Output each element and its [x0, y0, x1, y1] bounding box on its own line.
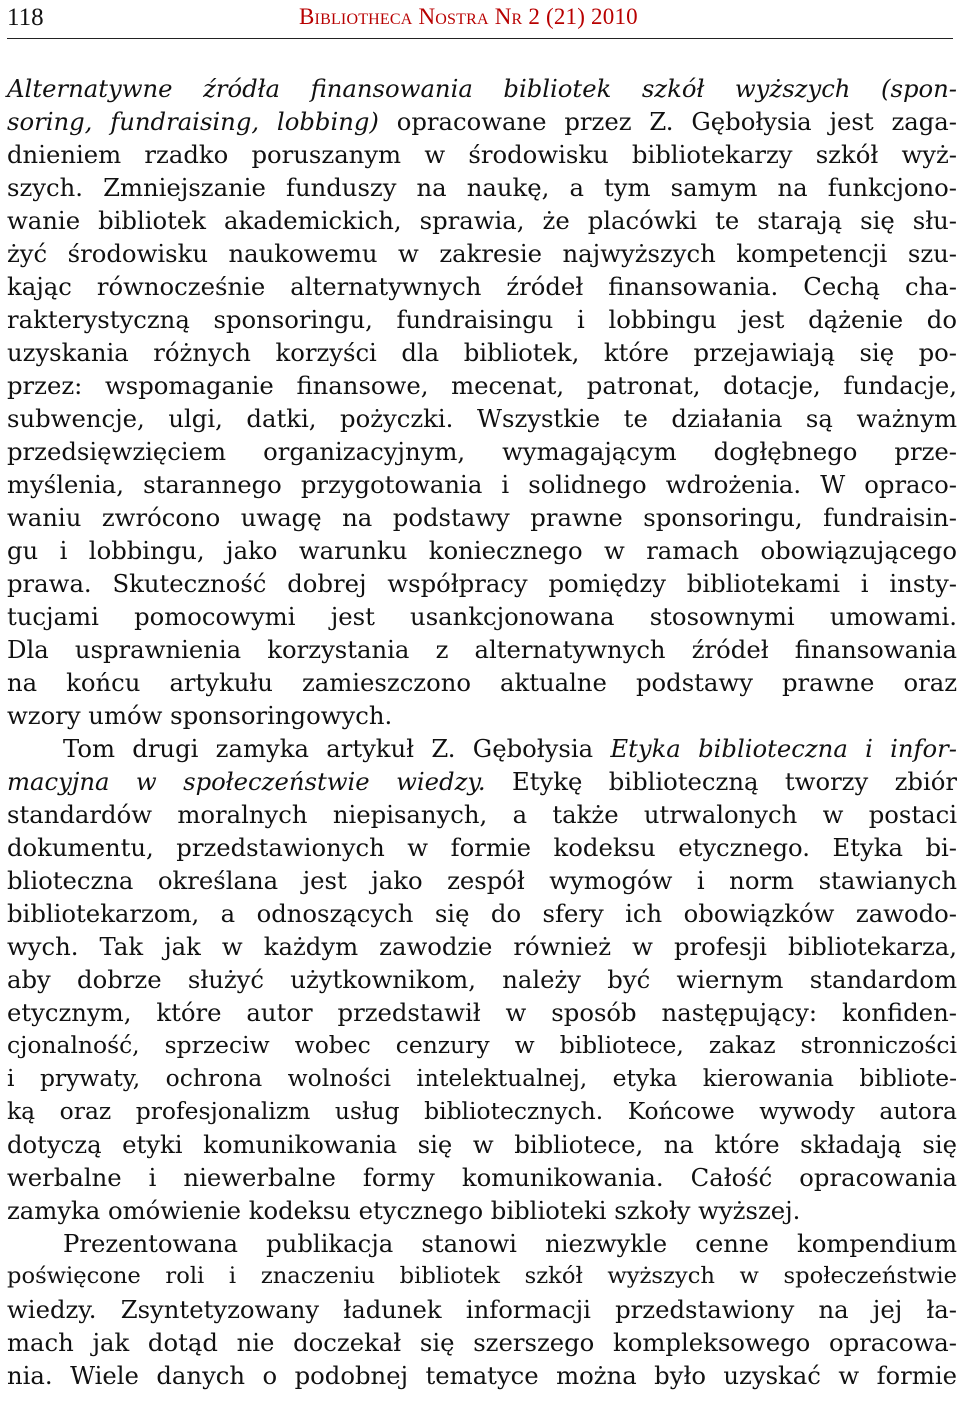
text-line: wanie bibliotek akademickich, sprawia, że placówki te starają się słu-: [7, 206, 957, 235]
text-line: standardów moralnych niepisanych, a także utrwalonych w postaci: [7, 800, 957, 829]
text-line: ką oraz profesjonalizm usług bibliotecznych. Końcowe wywody autora: [7, 1097, 957, 1125]
text-line: poświęcone roli i znaczeniu bibliotek szkół wyższych w społeczeństwie: [7, 1263, 957, 1289]
text-line: [7, 105, 957, 138]
text-line: Dla usprawnienia korzystania z alternatywnych źródeł finansowania: [7, 635, 957, 664]
text-line: waniu zwrócono uwagę na podstawy prawne sponsoringu, fundraisin-: [7, 503, 957, 532]
text-line: przedsięwzięciem organizacyjnym, wymagającym dogłębnego prze-: [7, 437, 957, 466]
text-line: dokumentu, przedstawionych w formie kodeksu etycznego. Etyka bi-: [7, 833, 957, 862]
text-line: i prywaty, ochrona wolności intelektualnej, etyka kierowania bibliote-: [7, 1064, 957, 1092]
text-line: wiedzy. Zsyntetyzowany ładunek informacji przedstawiony na jej ła-: [7, 1295, 957, 1324]
text-line: dnieniem rzadko poruszanym w środowisku bibliotekarzy szkół wyż-: [7, 140, 957, 169]
text-line: Prezentowana publikacja stanowi niezwykle cenne kompendium: [63, 1229, 957, 1258]
text-line: prawa. Skuteczność dobrej współpracy pomiędzy bibliotekami i insty-: [7, 569, 957, 598]
text-line: kając równocześnie alternatywnych źródeł finansowania. Cechą cha-: [7, 272, 957, 301]
italic-article-title-continued: macyjna w społeczeństwie wiedzy.: [7, 767, 486, 796]
text-line: aby dobrze służyć użytkownikom, należy być wiernym standardom: [7, 965, 957, 994]
italic-book-title-continued: soring, fundraising, lobbing): [7, 107, 379, 136]
text-line: bibliotekarzom, a odnoszących się do sfery ich obowiązków zawodo-: [7, 899, 957, 928]
text-line: przez: wspomaganie finansowe, mecenat, patronat, dotacje, fundacje,: [7, 371, 957, 400]
text-line: szych. Zmniejszanie funduszy na naukę, a tym samym na funkcjono-: [7, 173, 957, 202]
text-line: dotyczą etyki komunikowania się w bibliotece, na które składają się: [7, 1130, 957, 1159]
text-line: cjonalność, sprzeciw wobec cenzury w bibliotece, zakaz stronniczości: [7, 1031, 957, 1059]
text-line: etycznym, które autor przedstawił w sposób następujący: konfiden-: [7, 998, 957, 1027]
text-span: opracowane przez Z. Gębołysia jest zaga-: [378, 107, 957, 136]
text-line: mach jak dotąd nie doczekał się szerszego kompleksowego opracowa-: [7, 1328, 957, 1357]
page-header: [7, 0, 953, 39]
italic-book-title: Alternatywne źródła finansowania bibliotek szkół wyższych (spon-: [7, 74, 957, 103]
text-line: nia. Wiele danych o podobnej tematyce można było uzyskać w formie: [7, 1361, 957, 1390]
italic-article-title: Etyka biblioteczna i infor-: [610, 734, 957, 763]
text-line: wych. Tak jak w każdym zawodzie również w profesji bibliotekarza,: [7, 932, 957, 961]
text-line: tucjami pomocowymi jest usankcjonowana stosownymi umowami.: [7, 602, 957, 631]
text-line: uzyskania różnych korzyści dla bibliotek, które przejawiają się po-: [7, 338, 957, 367]
text-line: zamyka omówienie kodeksu etycznego biblioteki szkoły wyższej.: [7, 1196, 801, 1225]
text-line: [7, 72, 957, 105]
text-line: werbalne i niewerbalne formy komunikowania. Całość opracowania: [7, 1163, 957, 1192]
text-line: myślenia, starannego przygotowania i solidnego wdrożenia. W opraco-: [7, 470, 957, 499]
page-number: 118: [7, 4, 44, 31]
text-line: na końcu artykułu zamieszczono aktualne podstawy prawne oraz: [7, 668, 957, 697]
text-line: wzory umów sponsoringowych.: [7, 701, 393, 730]
text-line: gu i lobbingu, jako warunku koniecznego w ramach obowiązującego: [7, 536, 957, 565]
text-line: subwencje, ulgi, datki, pożyczki. Wszystkie te działania są ważnym: [7, 404, 957, 433]
text-line: rakterystyczną sponsoringu, fundraisingu i lobbingu jest dążenie do: [7, 305, 957, 334]
text-span: Tom drugi zamyka artykuł Z. Gębołysia: [63, 734, 611, 763]
text-span: Etykę biblioteczną tworzy zbiór: [485, 767, 957, 796]
running-head: Bibliotheca Nostra Nr 2 (21) 2010: [299, 4, 638, 29]
body-text: [7, 72, 957, 1392]
text-line: żyć środowisku naukowemu w zakresie najwyższych kompetencji szu-: [7, 239, 957, 268]
text-line: blioteczna określana jest jako zespół wymogów i norm stawianych: [7, 866, 957, 895]
text-line: [7, 732, 957, 765]
text-line: [7, 765, 957, 798]
